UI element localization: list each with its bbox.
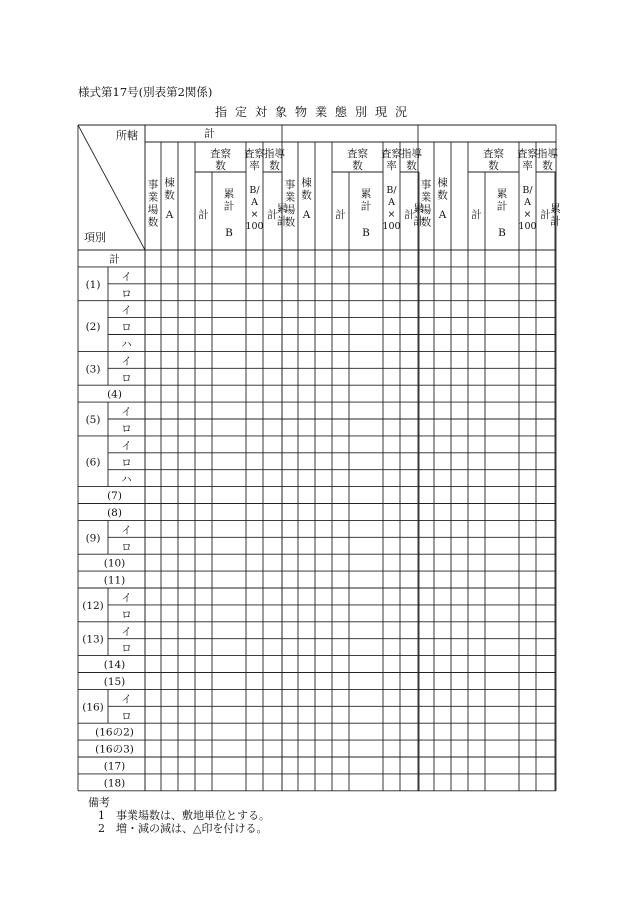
header-guidance-cumulative: 計 [550,215,561,228]
row-subcategory: イ [121,592,132,604]
header-jigyosho-count: 数 [420,216,432,229]
header-inspection-rate: 率 [522,160,533,172]
row-category: (17) [103,760,126,773]
header-jigyosho-count: 事 [147,179,159,191]
header-building-count: 棟 [164,177,175,189]
row-category: (5) [85,414,101,426]
header-inspection-rate: 率 [386,160,397,172]
header-inspections-cumulative: 累 [360,188,372,200]
header-building-count: 数 [301,189,312,202]
header-inspection-rate: 査察 [244,148,265,160]
row-subcategory: イ [121,625,132,638]
header-jigyosho-count: 業 [420,191,432,204]
header-jigyosho-count: 数 [147,216,159,229]
header-inspections-cumulative: 計 [223,200,235,213]
remarks [88,796,270,835]
header-inspections-total: 計 [335,209,346,221]
header-category: 項別 [84,231,106,244]
header-guidance-cumulative: 累 [413,203,424,215]
row-category: (4) [107,388,122,401]
header-inspections-total: 計 [471,209,482,221]
header-guidance: 数 [542,160,553,172]
header-inspections-b: B [362,227,370,239]
row-category: (7) [107,490,122,503]
header-guidance: 指導 [537,148,558,160]
header-inspections-cumulative: 計 [496,200,508,213]
header-inspection-rate: 率 [249,160,260,172]
header-guidance: 指導 [401,148,422,160]
header-jigyosho-count: 場 [284,204,296,216]
header-building-a: A [438,209,447,221]
header-jigyosho-count: 場 [147,204,159,216]
header-inspections-cumulative: 累 [496,188,508,200]
header-jigyosho-count: 場 [420,204,432,216]
row-category: (12) [82,599,104,612]
row-category: (15) [103,675,126,688]
row-subcategory: イ [121,304,132,317]
header-guidance: 数 [269,160,280,172]
header-inspection-rate: 査察 [517,148,538,160]
header-rate-formula: B/ [249,185,260,196]
header-rate-formula: × [250,209,259,220]
row-category: (8) [107,506,122,519]
remark-item-2: 2 増・減の減は、△印を付ける。 [98,822,268,835]
header-inspections-b: B [498,227,506,239]
row-category: (9) [85,532,101,545]
header-rate-formula: A [251,197,258,208]
row-category: (18) [103,777,126,790]
header-rate-formula: 100 [245,221,264,232]
row-category: (16) [82,701,104,714]
row-subcategory: イ [121,693,132,706]
header-jigyosho-count: 事 [284,179,296,191]
header-building-a: A [165,209,174,221]
row-category: (11) [103,574,126,587]
header-inspections: 数 [488,160,499,172]
header-rate-formula: × [523,209,532,220]
form-label: 様式第17号(別表第2関係) [78,85,213,99]
header-building-a: A [302,209,311,221]
row-category: (16の3) [95,743,134,756]
header-building-count: 数 [164,189,175,202]
row-category: (1) [85,278,101,291]
row-subcategory: イ [121,439,132,452]
row-subcategory: ロ [121,321,132,334]
header-guidance-total: 計 [267,209,278,221]
header-inspections: 査察 [210,148,231,160]
row-subcategory: イ [121,524,132,537]
header-rate-formula: B/ [386,185,397,196]
header-inspections: 数 [352,160,363,172]
header-guidance-total: 計 [540,209,551,221]
row-subcategory: ロ [121,287,132,300]
header-jigyosho-count: 事 [420,179,432,191]
header-rate-formula: 100 [518,221,537,232]
header-inspections-cumulative: 累 [223,188,235,200]
header-inspections: 査察 [347,148,368,160]
header-guidance-cumulative: 累 [276,203,288,215]
header-guidance: 数 [406,160,417,172]
row-subcategory: ハ [121,473,132,486]
row-subcategory: ロ [121,372,132,385]
document-title: 指定対象物業態別現況 [214,105,415,119]
header-guidance-cumulative: 計 [276,215,288,228]
row-subcategory: ロ [121,456,132,469]
header-rate-formula: × [387,209,396,220]
header-guidance: 指導 [264,148,285,160]
header-guidance-cumulative: 計 [413,215,424,228]
header-inspections: 数 [215,160,226,172]
header-total: 計 [204,127,215,140]
remark-item-1: 1 事業場数は、敷地単位とする。 [98,809,270,822]
row-category: (10) [103,557,126,570]
row-category: (2) [85,321,101,334]
header-building-count: 棟 [437,177,448,189]
row-subcategory: ロ [121,423,132,435]
row-subcategory: ロ [121,541,132,554]
row-total: 計 [109,253,120,266]
header-rate-formula: A [388,197,395,208]
remarks-heading: 備考 [88,796,110,809]
row-subcategory: ロ [121,642,132,655]
row-subcategory: イ [121,270,132,283]
row-category: (3) [85,363,101,376]
row-category: (14) [103,659,126,672]
header-jurisdiction: 所轄 [116,129,138,142]
header-guidance-cumulative: 累 [550,203,561,215]
header-rate-formula: 100 [382,221,401,232]
header-rate-formula: A [524,197,531,208]
row-category: (16の2) [95,726,134,739]
row-category: (13) [82,633,104,646]
row-subcategory: イ [121,406,132,419]
header-building-count: 数 [437,189,448,202]
row-subcategory: イ [121,355,132,368]
header-jigyosho-count: 業 [284,191,296,204]
header-rate-formula: B/ [522,185,533,196]
row-subcategory: ロ [121,710,132,723]
row-subcategory: ロ [121,608,132,621]
row-subcategory: ハ [121,338,132,351]
header-inspections-cumulative: 計 [360,200,372,213]
header-jigyosho-count: 業 [147,191,159,204]
header-inspections-b: B [225,227,233,239]
header-guidance-total: 計 [404,209,415,221]
header-jigyosho-count: 数 [284,216,296,229]
header-building-count: 棟 [301,177,312,189]
header-inspections: 査察 [483,148,504,160]
row-category: (6) [85,456,101,469]
header-inspection-rate: 査察 [381,148,402,160]
header-inspections-total: 計 [198,209,209,221]
